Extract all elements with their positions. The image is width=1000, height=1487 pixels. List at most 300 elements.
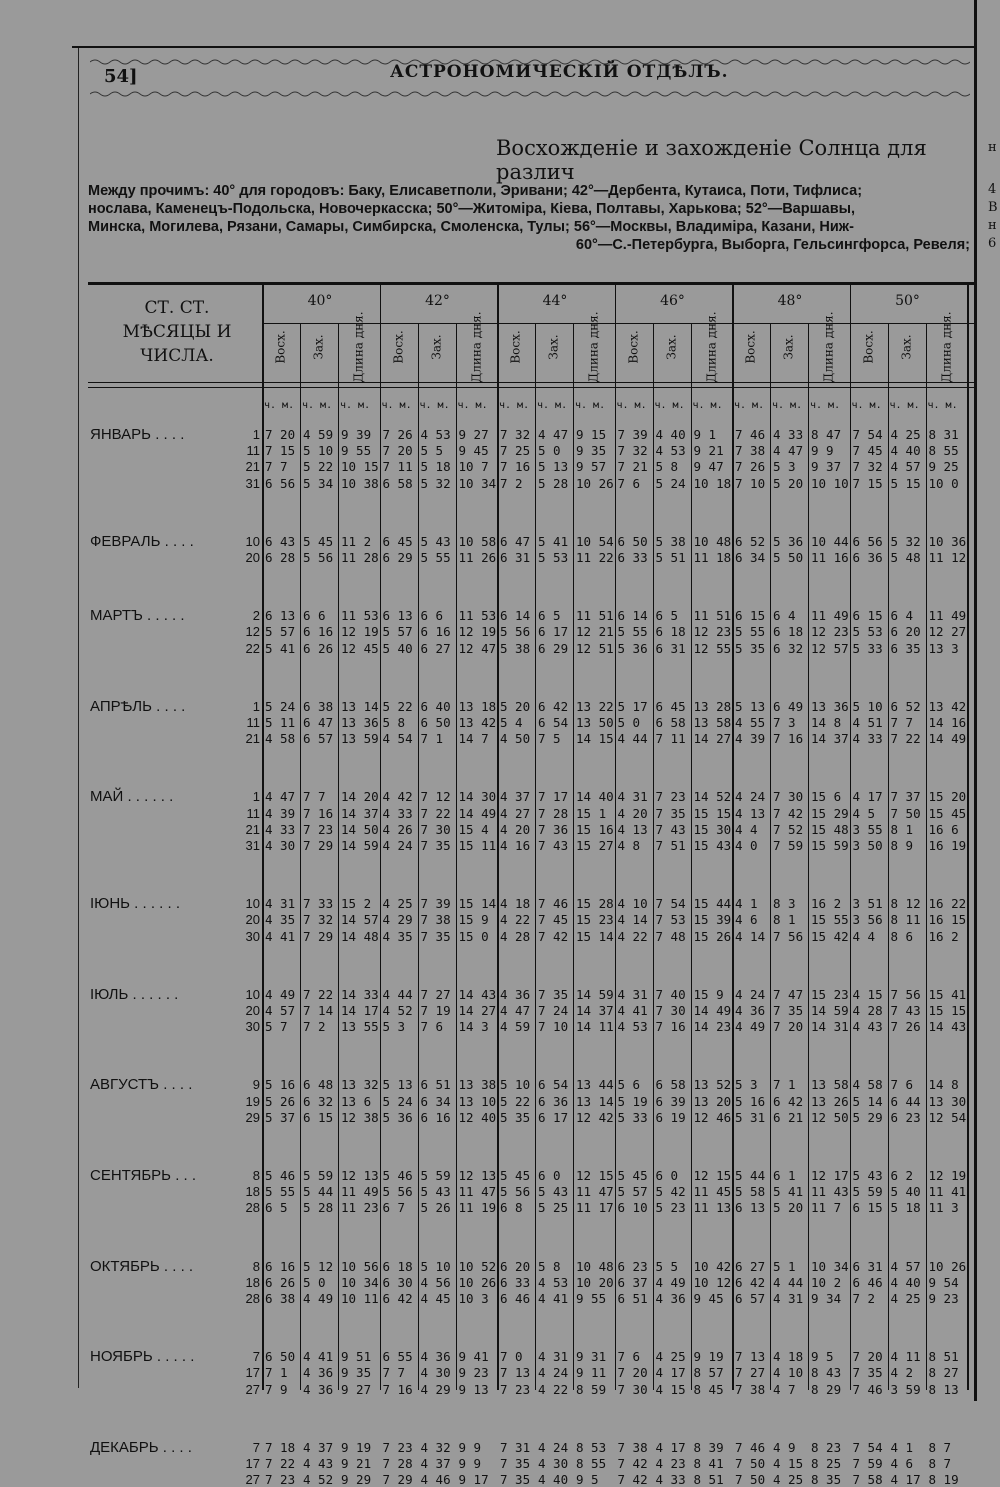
table-cell: 7 39 xyxy=(617,427,648,442)
table-cell: 4 33 xyxy=(852,731,883,747)
table-cell: 14 20 xyxy=(341,789,379,805)
day-label: 21 xyxy=(245,821,260,837)
table-cell: 14 11 xyxy=(576,1019,614,1035)
table-cell: 7 43 xyxy=(538,838,569,853)
table-cell: 4 57 xyxy=(890,459,921,475)
table-cell: 13 38 xyxy=(458,1077,497,1093)
table-cell: 15 9 xyxy=(458,912,489,928)
table-cell: 13 18 xyxy=(458,698,497,714)
day-label: 9 xyxy=(252,1077,260,1093)
table-cell: 9 45 xyxy=(458,443,489,459)
table-cell: 7 28 xyxy=(538,805,569,821)
column-label: Длина дня. xyxy=(821,311,836,383)
table-cell: 5 43 xyxy=(420,1184,451,1200)
day-label: 17 xyxy=(245,1456,260,1471)
table-cell: 7 20 xyxy=(265,427,296,442)
table-cell: 7 42 xyxy=(538,928,569,944)
table-cell: 10 48 xyxy=(576,1258,614,1274)
table-cell: 9 47 xyxy=(693,459,724,475)
table-cell: 6 51 xyxy=(420,1077,451,1093)
table-cell: 4 14 xyxy=(735,928,766,944)
month-label: ІЮЛЬ . . . . . . xyxy=(90,985,179,1003)
table-cell: 7 7 xyxy=(890,715,914,730)
table-cell: 8 1 xyxy=(773,912,796,928)
table-cell: 7 35 xyxy=(852,1365,883,1381)
table-cell: 6 57 xyxy=(303,731,334,747)
table-cell: 7 35 xyxy=(420,928,451,944)
table-cell: 7 22 xyxy=(303,986,334,1002)
table-cell: 7 17 xyxy=(538,789,569,805)
table-cell: 4 22 xyxy=(617,928,648,944)
table-cell: 6 42 xyxy=(382,1291,413,1306)
table-cell: 7 50 xyxy=(735,1472,766,1487)
month-label: МАРТЪ . . . . . xyxy=(90,607,185,625)
table-cell: 12 23 xyxy=(693,624,732,640)
table-cell: 6 45 xyxy=(382,533,413,549)
table-cell: 12 54 xyxy=(928,1109,967,1125)
table-cell: 8 53 xyxy=(576,1439,607,1455)
table-cell: 5 45 xyxy=(500,1168,531,1183)
table-cell: 10 48 xyxy=(693,533,732,549)
table-cell: 14 43 xyxy=(458,986,497,1002)
table-cell: 13 26 xyxy=(811,1093,849,1109)
table-cell: 9 51 xyxy=(341,1349,372,1365)
table-cell: 12 19 xyxy=(928,1168,967,1183)
table-cell: 6 4 xyxy=(890,608,914,624)
table-cell: 11 53 xyxy=(341,608,379,624)
day-label: 27 xyxy=(245,1472,260,1487)
table-cell: 5 31 xyxy=(735,1109,766,1125)
intro-paragraph xyxy=(88,182,974,254)
table-cell: 12 17 xyxy=(811,1168,849,1183)
column-label: Зах. xyxy=(547,334,561,360)
table-cell: 5 33 xyxy=(617,1109,648,1125)
table-cell: 6 58 xyxy=(655,715,686,730)
table-cell: 4 33 xyxy=(773,427,804,442)
table-cell: 11 19 xyxy=(458,1200,497,1216)
table-cell: 14 8 xyxy=(928,1077,959,1093)
month-label: НОЯБРЬ . . . . . xyxy=(90,1348,195,1366)
table-cell: 9 21 xyxy=(341,1456,372,1471)
table-cell: 5 43 xyxy=(538,1184,569,1200)
table-cell: 5 57 xyxy=(617,1184,648,1200)
table-cell: 6 54 xyxy=(538,715,569,730)
header-bottom-rule-2 xyxy=(88,387,974,388)
table-cell: 7 32 xyxy=(617,443,648,459)
table-cell: 4 26 xyxy=(382,821,413,837)
table-cell: 5 11 xyxy=(265,715,296,730)
column-label: Длина дня. xyxy=(586,311,601,383)
table-cell: 4 35 xyxy=(382,928,413,944)
table-cell: 12 55 xyxy=(693,640,732,656)
table-cell: 7 23 xyxy=(303,821,334,837)
table-cell: 15 55 xyxy=(811,912,849,928)
table-cell: 7 54 xyxy=(852,427,883,442)
table-cell: 3 59 xyxy=(890,1381,921,1397)
table-cell: 4 47 xyxy=(538,427,569,442)
table-cell: 6 8 xyxy=(500,1200,523,1216)
table-cell: 4 6 xyxy=(735,912,758,928)
table-cell: 6 27 xyxy=(735,1258,766,1274)
table-cell: 6 37 xyxy=(617,1274,648,1290)
table-cell: 4 18 xyxy=(773,1349,804,1365)
table-cell: 9 39 xyxy=(341,427,372,442)
table-cell: 8 7 xyxy=(928,1439,952,1455)
table-cell: 7 50 xyxy=(890,805,921,821)
table-cell: 4 25 xyxy=(655,1349,686,1365)
column-label: Длина дня. xyxy=(469,311,484,383)
table-cell: 7 28 xyxy=(382,1456,413,1471)
table-cell: 4 30 xyxy=(265,838,296,853)
day-label: 11 xyxy=(246,715,260,730)
table-cell: 4 40 xyxy=(890,443,921,459)
table-cell: 11 13 xyxy=(693,1200,732,1216)
table-cell: 9 1 xyxy=(693,427,717,442)
table-cell: 7 38 xyxy=(420,912,451,928)
table-cell: 6 2 xyxy=(890,1168,914,1183)
table-cell: 15 14 xyxy=(458,896,497,912)
table-cell: 4 10 xyxy=(617,896,648,912)
table-cell: 7 2 xyxy=(303,1019,326,1035)
table-cell: 10 58 xyxy=(458,533,497,549)
unit-label: ч. м. xyxy=(264,400,295,411)
table-cell: 13 14 xyxy=(341,698,379,714)
unit-label: ч. м. xyxy=(851,400,882,411)
table-cell: 11 49 xyxy=(928,608,967,624)
latitude-label: 46° xyxy=(660,293,685,309)
table-cell: 4 11 xyxy=(890,1349,921,1365)
table-cell: 13 42 xyxy=(458,715,497,730)
table-cell: 8 51 xyxy=(928,1349,959,1365)
table-cell: 6 33 xyxy=(617,550,648,565)
table-cell: 4 14 xyxy=(617,912,648,928)
table-cell: 9 5 xyxy=(576,1472,599,1487)
table-cell: 7 51 xyxy=(655,838,686,853)
column-label: Восх. xyxy=(391,330,406,364)
table-cell: 6 16 xyxy=(420,624,451,640)
table-cell: 5 35 xyxy=(500,1109,531,1125)
table-cell: 15 28 xyxy=(576,896,614,912)
table-cell: 7 32 xyxy=(303,912,334,928)
table-cell: 7 7 xyxy=(265,459,288,475)
table-cell: 6 49 xyxy=(773,698,804,714)
table-cell: 15 20 xyxy=(928,789,967,805)
margin-fragment: н xyxy=(988,140,997,155)
table-cell: 7 11 xyxy=(382,459,413,475)
table-cell: 5 10 xyxy=(852,698,883,714)
table-cell: 6 38 xyxy=(303,698,334,714)
table-cell: 16 6 xyxy=(928,821,959,837)
table-cell: 4 25 xyxy=(773,1472,804,1487)
table-cell: 5 55 xyxy=(735,624,766,640)
table-cell: 7 36 xyxy=(538,821,569,837)
table-cell: 13 58 xyxy=(811,1077,849,1093)
table-cell: 6 16 xyxy=(303,624,334,640)
table-cell: 15 48 xyxy=(811,821,849,837)
table-cell: 5 33 xyxy=(852,640,883,656)
table-cell: 15 2 xyxy=(341,896,372,912)
unit-label: ч. м. xyxy=(381,400,412,411)
table-cell: 3 51 xyxy=(852,896,883,912)
table-cell: 7 10 xyxy=(735,475,766,491)
table-cell: 5 5 xyxy=(420,443,444,459)
table-cell: 5 24 xyxy=(382,1093,413,1109)
table-cell: 10 7 xyxy=(458,459,489,475)
table-cell: 14 37 xyxy=(576,1003,614,1018)
table-cell: 5 42 xyxy=(655,1184,686,1200)
header-bottom-rule xyxy=(88,382,974,383)
table-cell: 7 35 xyxy=(500,1456,531,1471)
table-cell: 13 36 xyxy=(811,698,849,714)
table-cell: 6 6 xyxy=(303,608,326,624)
table-cell: 13 28 xyxy=(693,698,732,714)
table-cell: 6 31 xyxy=(655,640,686,656)
table-cell: 5 50 xyxy=(773,550,804,565)
table-cell: 5 41 xyxy=(538,533,569,549)
table-cell: 4 37 xyxy=(303,1439,334,1455)
table-cell: 14 31 xyxy=(811,1019,849,1035)
table-cell: 8 11 xyxy=(890,912,921,928)
table-cell: 7 33 xyxy=(303,896,334,912)
table-cell: 4 4 xyxy=(735,821,758,837)
table-cell: 13 59 xyxy=(341,731,379,747)
table-cell: 9 29 xyxy=(341,1472,372,1487)
table-cell: 7 42 xyxy=(617,1472,648,1487)
table-cell: 4 20 xyxy=(500,821,531,837)
table-cell: 6 10 xyxy=(617,1200,648,1216)
table-cell: 8 43 xyxy=(811,1365,842,1381)
table-cell: 10 42 xyxy=(693,1258,732,1274)
table-cell: 7 21 xyxy=(617,459,648,475)
table-cell: 14 49 xyxy=(693,1003,732,1018)
table-cell: 4 41 xyxy=(538,1291,569,1306)
table-cell: 4 51 xyxy=(852,715,883,730)
table-cell: 10 44 xyxy=(811,533,849,549)
table-cell: 4 47 xyxy=(773,443,804,459)
table-cell: 7 19 xyxy=(420,1003,451,1018)
table-cell: 12 50 xyxy=(811,1109,849,1125)
table-cell: 5 40 xyxy=(382,640,413,656)
group-divider xyxy=(967,285,969,1390)
table-cell: 8 27 xyxy=(928,1365,959,1381)
table-cell: 10 38 xyxy=(341,475,379,491)
table-cell: 4 39 xyxy=(735,731,766,747)
table-cell: 8 9 xyxy=(890,838,914,853)
group-divider xyxy=(615,285,617,1390)
table-cell: 7 38 xyxy=(735,1381,766,1397)
table-cell: 15 45 xyxy=(928,805,967,821)
table-cell: 7 46 xyxy=(735,427,766,442)
column-divider xyxy=(653,324,654,1390)
table-cell: 5 22 xyxy=(382,698,413,714)
table-top-rule xyxy=(88,282,974,285)
table-cell: 11 45 xyxy=(693,1184,732,1200)
table-cell: 16 2 xyxy=(928,928,959,944)
table-cell: 4 57 xyxy=(890,1258,921,1274)
table-cell: 5 24 xyxy=(265,698,296,714)
unit-label: ч. м. xyxy=(616,400,647,411)
table-cell: 5 56 xyxy=(500,624,531,640)
table-cell: 6 56 xyxy=(265,475,296,491)
day-label: 19 xyxy=(245,1093,260,1109)
table-cell: 7 14 xyxy=(303,1003,334,1018)
column-divider xyxy=(573,324,574,1390)
table-cell: 10 3 xyxy=(458,1291,489,1306)
table-cell: 7 53 xyxy=(655,912,686,928)
table-cell: 14 59 xyxy=(811,1003,849,1018)
column-label: Длина дня. xyxy=(704,311,719,383)
table-cell: 4 28 xyxy=(852,1003,883,1018)
table-cell: 6 17 xyxy=(538,624,569,640)
table-cell: 6 42 xyxy=(773,1093,804,1109)
day-label: 21 xyxy=(245,459,260,475)
table-cell: 7 10 xyxy=(538,1019,569,1035)
column-divider xyxy=(888,324,889,1390)
table-cell: 5 18 xyxy=(420,459,451,475)
latitude-label: 40° xyxy=(307,293,333,309)
table-cell: 4 13 xyxy=(617,821,648,837)
table-cell: 11 23 xyxy=(341,1200,379,1216)
table-cell: 5 13 xyxy=(382,1077,413,1093)
table-cell: 12 19 xyxy=(458,624,497,640)
table-cell: 7 35 xyxy=(655,805,686,821)
table-cell: 5 13 xyxy=(735,698,766,714)
table-cell: 7 1 xyxy=(773,1077,796,1093)
table-cell: 7 7 xyxy=(303,789,326,805)
table-cell: 4 27 xyxy=(500,805,531,821)
unit-label: ч. м. xyxy=(340,400,371,411)
table-cell: 7 30 xyxy=(420,821,451,837)
table-cell: 4 58 xyxy=(265,731,296,747)
table-cell: 7 35 xyxy=(538,986,569,1002)
table-cell: 8 55 xyxy=(576,1456,607,1471)
table-cell: 5 16 xyxy=(735,1093,766,1109)
table-cell: 12 45 xyxy=(341,640,379,656)
table-cell: 15 43 xyxy=(693,838,732,853)
table-cell: 4 33 xyxy=(382,805,413,821)
table-cell: 6 36 xyxy=(538,1093,569,1109)
table-cell: 5 3 xyxy=(735,1077,758,1093)
table-cell: 6 15 xyxy=(303,1109,334,1125)
table-cell: 6 30 xyxy=(382,1274,413,1290)
table-cell: 4 35 xyxy=(265,912,296,928)
table-cell: 4 40 xyxy=(890,1274,921,1290)
table-cell: 6 33 xyxy=(500,1274,531,1290)
unit-label: ч. м. xyxy=(810,400,841,411)
table-cell: 14 27 xyxy=(693,731,732,747)
table-cell: 8 13 xyxy=(928,1381,959,1397)
table-cell: 7 16 xyxy=(382,1381,413,1397)
table-cell: 10 26 xyxy=(458,1274,497,1290)
table-cell: 6 58 xyxy=(382,475,413,491)
table-cell: 7 1 xyxy=(265,1365,288,1381)
table-cell: 4 15 xyxy=(852,986,883,1002)
column-label: Восх. xyxy=(861,330,876,364)
table-cell: 5 59 xyxy=(852,1184,883,1200)
table-cell: 5 24 xyxy=(655,475,686,491)
table-cell: 10 18 xyxy=(693,475,732,491)
table-cell: 14 49 xyxy=(458,805,497,821)
table-cell: 6 46 xyxy=(852,1274,883,1290)
day-label: 31 xyxy=(245,838,260,853)
column-divider xyxy=(808,324,809,1390)
table-cell: 6 28 xyxy=(265,550,296,565)
table-cell: 14 50 xyxy=(341,821,379,837)
table-cell: 7 24 xyxy=(538,1003,569,1018)
table-cell: 11 26 xyxy=(458,550,497,565)
table-cell: 14 30 xyxy=(458,789,497,805)
group-divider xyxy=(380,285,382,1390)
table-cell: 4 15 xyxy=(773,1456,804,1471)
table-cell: 12 13 xyxy=(341,1168,379,1183)
table-cell: 6 50 xyxy=(617,533,648,549)
table-cell: 4 59 xyxy=(500,1019,531,1035)
margin-fragment: 4 xyxy=(988,182,997,197)
month-label: ЯНВАРЬ . . . . xyxy=(90,426,185,443)
table-cell: 13 44 xyxy=(576,1077,614,1093)
table-cell: 9 17 xyxy=(458,1472,489,1487)
table-cell: 11 49 xyxy=(341,1184,379,1200)
table-cell: 12 15 xyxy=(693,1168,732,1183)
table-cell: 4 49 xyxy=(735,1019,766,1035)
table-cell: 5 43 xyxy=(420,533,451,549)
table-cell: 7 46 xyxy=(735,1439,766,1455)
table-cell: 4 39 xyxy=(265,805,296,821)
table-cell: 8 39 xyxy=(693,1439,724,1455)
table-cell: 9 31 xyxy=(576,1349,607,1365)
day-label: 20 xyxy=(245,912,260,928)
table-cell: 15 44 xyxy=(693,896,732,912)
table-cell: 4 46 xyxy=(420,1472,451,1487)
day-label: 18 xyxy=(245,1184,260,1200)
table-cell: 10 10 xyxy=(811,475,849,491)
table-cell: 5 56 xyxy=(500,1184,531,1200)
table-cell: 6 48 xyxy=(303,1077,334,1093)
table-cell: 8 23 xyxy=(811,1439,842,1455)
table-cell: 5 29 xyxy=(852,1109,883,1125)
table-cell: 7 47 xyxy=(773,986,804,1002)
table-cell: 9 54 xyxy=(928,1274,959,1290)
table-cell: 14 27 xyxy=(458,1003,497,1018)
table-cell: 14 57 xyxy=(341,912,379,928)
table-cell: 4 36 xyxy=(303,1381,334,1397)
table-cell: 7 30 xyxy=(655,1003,686,1018)
table-cell: 15 0 xyxy=(458,928,489,944)
table-cell: 14 15 xyxy=(576,731,614,747)
table-cell: 5 40 xyxy=(890,1184,921,1200)
table-cell: 7 15 xyxy=(852,475,883,491)
table-cell: 4 36 xyxy=(735,1003,766,1018)
column-label: Зах. xyxy=(664,334,679,360)
table-cell: 4 52 xyxy=(303,1472,334,1487)
unit-label: ч. м. xyxy=(654,400,685,411)
table-cell: 5 59 xyxy=(303,1168,334,1183)
table-cell: 6 16 xyxy=(265,1258,296,1274)
margin-fragment: В xyxy=(988,200,998,215)
table-cell: 4 30 xyxy=(420,1365,451,1381)
table-cell: 6 20 xyxy=(500,1258,531,1274)
day-label: 8 xyxy=(252,1258,260,1274)
day-label: 21 xyxy=(245,731,260,747)
table-cell: 13 6 xyxy=(341,1093,372,1109)
table-cell: 13 14 xyxy=(576,1093,614,1109)
table-cell: 6 18 xyxy=(773,624,804,640)
table-cell: 7 18 xyxy=(265,1439,296,1455)
table-cell: 6 57 xyxy=(735,1291,766,1306)
unit-label: ч. м. xyxy=(419,400,450,411)
table-cell: 7 56 xyxy=(890,986,921,1002)
table-cell: 6 32 xyxy=(773,640,804,656)
